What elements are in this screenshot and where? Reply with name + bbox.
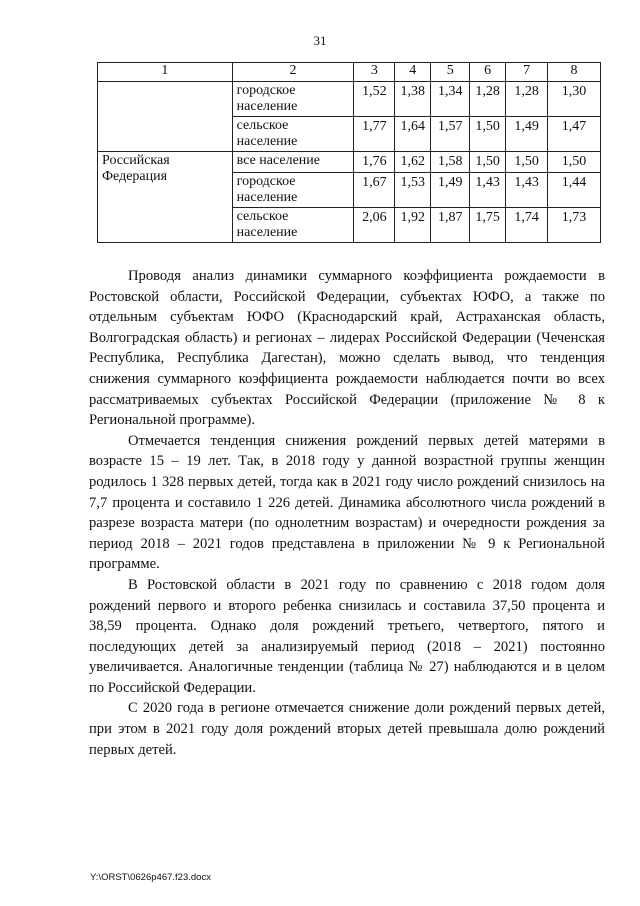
value-cell: 1,30 [548, 82, 601, 117]
paragraph: Отмечается тенденция снижения рождений первых детей матерями в возрасте 15 – 19 лет. Так, в 2018 году у данной возрастной группы женщин родилось 1 328 первых детей, тогда как в 2021 году число рождений снизилось на 7,7 процента и составило 1 226 детей. Динамика абсолютного числа рождений в разрезе возраста матери (по однолетним возрастам) и очередности рождения за период 2018 – 2021 годов представлена в приложении № 9 к Региональной программе. [89, 432, 605, 573]
value-cell: 1,62 [395, 152, 431, 173]
region-cell: Российская Федерация [98, 152, 233, 243]
group-cell: городское население [232, 82, 354, 117]
value-cell: 1,50 [470, 117, 506, 152]
value-cell: 1,43 [470, 173, 506, 208]
value-cell: 1,28 [506, 82, 548, 117]
table-header-row [98, 63, 601, 82]
body-text [89, 266, 605, 760]
header-cell: 8 [548, 63, 601, 82]
value-cell: 1,53 [395, 173, 431, 208]
value-cell: 1,74 [506, 208, 548, 243]
header-cell: 2 [232, 63, 354, 82]
value-cell: 1,44 [548, 173, 601, 208]
value-cell: 1,52 [354, 82, 395, 117]
value-cell: 1,43 [506, 173, 548, 208]
value-cell: 1,38 [395, 82, 431, 117]
value-cell: 1,50 [548, 152, 601, 173]
header-cell: 4 [395, 63, 431, 82]
value-cell: 2,06 [354, 208, 395, 243]
value-cell: 1,73 [548, 208, 601, 243]
table-row [98, 152, 601, 173]
value-cell: 1,75 [470, 208, 506, 243]
value-cell: 1,87 [431, 208, 470, 243]
region-cell [98, 82, 233, 152]
file-path-footer: Y:\ORST\0626p467.f23.docx [90, 872, 211, 883]
value-cell: 1,67 [354, 173, 395, 208]
value-cell: 1,58 [431, 152, 470, 173]
value-cell: 1,49 [506, 117, 548, 152]
value-cell: 1,28 [470, 82, 506, 117]
group-cell: все население [232, 152, 354, 173]
value-cell: 1,57 [431, 117, 470, 152]
header-cell: 7 [506, 63, 548, 82]
birth-rate-table [97, 62, 601, 243]
paragraph: В Ростовской области в 2021 году по сравнению с 2018 годом доля рождений первого и второго ребенка снизилась и составила 37,50 процента и 38,59 процента. Однако доля рождений третьего, четвертого, пятого и последующих детей за анализируемый период (2018 – 2021) постоянно увеличивается. Аналогичные тенденции (таблица № 27) наблюдаются и в целом по Российской Федерации. [89, 576, 605, 696]
value-cell: 1,34 [431, 82, 470, 117]
header-cell: 5 [431, 63, 470, 82]
value-cell: 1,50 [506, 152, 548, 173]
group-cell: сельское население [232, 117, 354, 152]
paragraph: С 2020 года в регионе отмечается снижение доли рождений первых детей, при этом в 2021 году доля рождений вторых детей превышала долю рождений первых детей. [89, 700, 605, 758]
page-number: 31 [313, 33, 327, 48]
paragraph: Проводя анализ динамики суммарного коэффициента рождаемости в Ростовской области, Российской Федерации, субъектах ЮФО, а также по отдельным субъектам ЮФО (Краснодарский край, Астраханская область, Волгоградская область) и регионах – лидерах Российской Федерации (Чеченская Республика, Республика Дагестан), можно сделать вывод, что тенденция снижения суммарного коэффициента рождаемости наблюдается почти во всех рассматриваемых субъектах Российской Федерации (приложение № 8 к Региональной программе). [89, 268, 605, 429]
value-cell: 1,92 [395, 208, 431, 243]
value-cell: 1,76 [354, 152, 395, 173]
group-cell: сельское население [232, 208, 354, 243]
value-cell: 1,50 [470, 152, 506, 173]
value-cell: 1,77 [354, 117, 395, 152]
header-cell: 6 [470, 63, 506, 82]
value-cell: 1,49 [431, 173, 470, 208]
value-cell: 1,64 [395, 117, 431, 152]
header-cell: 1 [98, 63, 233, 82]
group-cell: городское население [232, 173, 354, 208]
table-row [98, 82, 601, 117]
value-cell: 1,47 [548, 117, 601, 152]
header-cell: 3 [354, 63, 395, 82]
